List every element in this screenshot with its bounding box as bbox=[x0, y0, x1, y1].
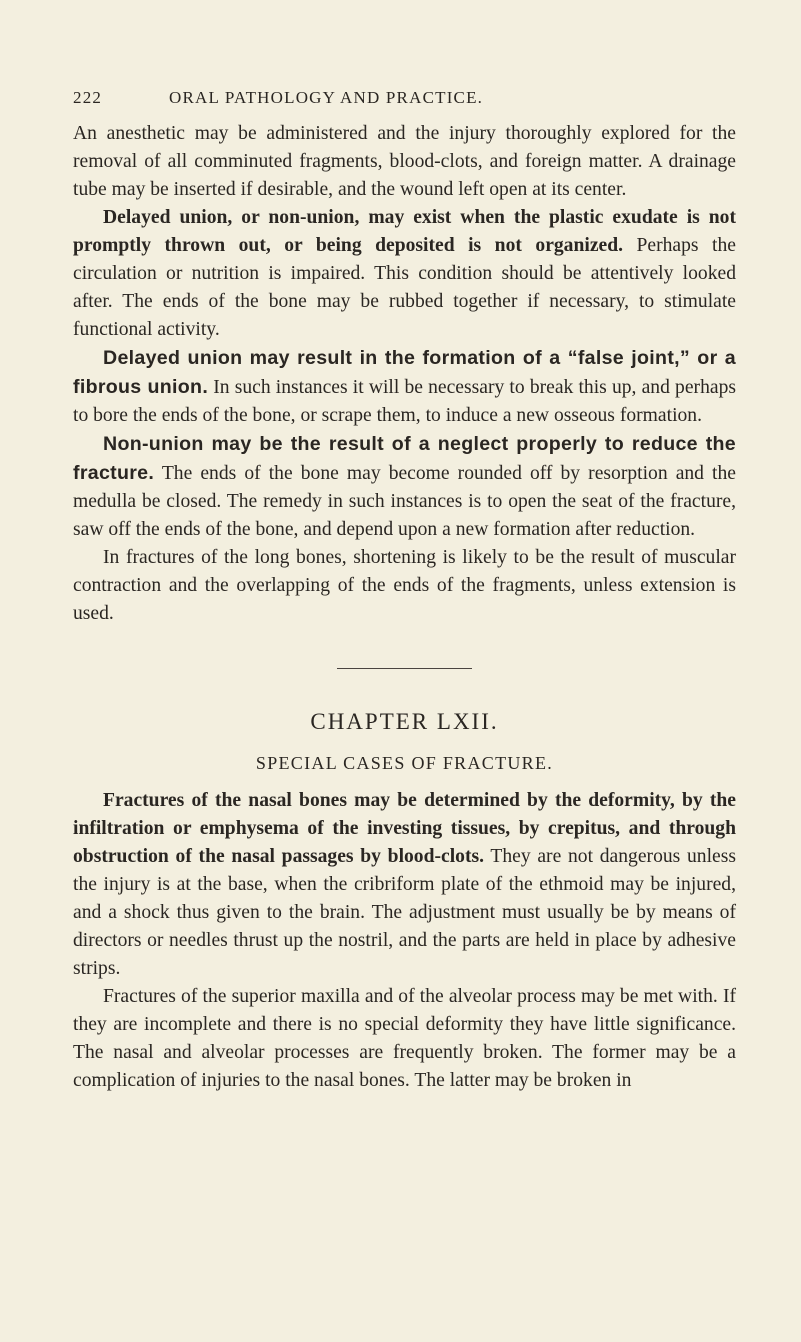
running-head bbox=[73, 88, 736, 108]
nasal-bones-text: They are not dangerous unless the injury is at the base, when the cribriform plate of the ethmoid may be injured, and a shock thus given to the brain. The adjustment must usually be by means of directors or needles thrust up the nostril, and the parts are held in place by adhesive strips. bbox=[73, 846, 736, 979]
section-divider bbox=[337, 668, 472, 669]
paragraph-non-union bbox=[73, 430, 736, 544]
paragraph-nasal-bones bbox=[73, 787, 736, 983]
delayed-union-text: Perhaps the circulation or nutrition is impaired. This condition should be attentively looked after. The ends of the bone may be rubbed together if necessary, to stimulate functional activity. bbox=[73, 235, 736, 340]
non-union-text: The ends of the bone may become rounded off by resorption and the medulla be closed. The remedy in such instances is to open the seat of the fracture, saw off the ends of the bone, and depend upon a new formation after reduction. bbox=[73, 463, 736, 540]
paragraph-anesthetic: An anesthetic may be administered and the injury thoroughly explored for the removal of all comminuted fragments, blood-clots, and foreign matter. A drainage tube may be inserted if desirable, and the wound left open at its center. bbox=[73, 123, 736, 200]
running-title: ORAL PATHOLOGY AND PRACTICE. bbox=[169, 88, 484, 107]
delayed-union-heading: Delayed union, or non-union, may exist when the plastic exudate is not promptly thrown out, or being deposited is not organized. bbox=[73, 207, 736, 256]
chapter-title: CHAPTER LXII. bbox=[310, 709, 499, 734]
nasal-bones-heading: Fractures of the nasal bones may be determined by the deformity, by the infiltration or emphysema of the investing tissues, by crepitus, and through obstruction of the nasal passages by blood-clots. bbox=[73, 790, 736, 867]
paragraph-delayed-union bbox=[73, 204, 736, 344]
chapter-subtitle: SPECIAL CASES OF FRACTURE. bbox=[255, 753, 554, 773]
false-joint-heading: Delayed union may result in the formation of a “false joint,” or a fibrous union. bbox=[73, 347, 736, 398]
false-joint-text: In such instances it will be necessary to break this up, and perhaps to bore the ends of the bone, or scrape them, to induce a new osseous formation. bbox=[73, 377, 736, 426]
page-number: 222 bbox=[73, 88, 103, 107]
paragraph-long-bones: In fractures of the long bones, shortening is likely to be the result of muscular contraction and the overlapping of the ends of the fragments, unless extension is used. bbox=[73, 547, 736, 624]
book-page bbox=[73, 88, 736, 1095]
non-union-heading: Non-union may be the result of a neglect properly to reduce the fracture. bbox=[73, 433, 736, 484]
paragraph-superior-maxilla: Fractures of the superior maxilla and of the alveolar process may be met with. If they are incomplete and there is no special deformity they have little significance. The nasal and alveolar processes are frequently broken. The former may be a complication of injuries to the nasal bones. The latter may be broken in bbox=[73, 986, 736, 1091]
paragraph-false-joint bbox=[73, 344, 736, 430]
